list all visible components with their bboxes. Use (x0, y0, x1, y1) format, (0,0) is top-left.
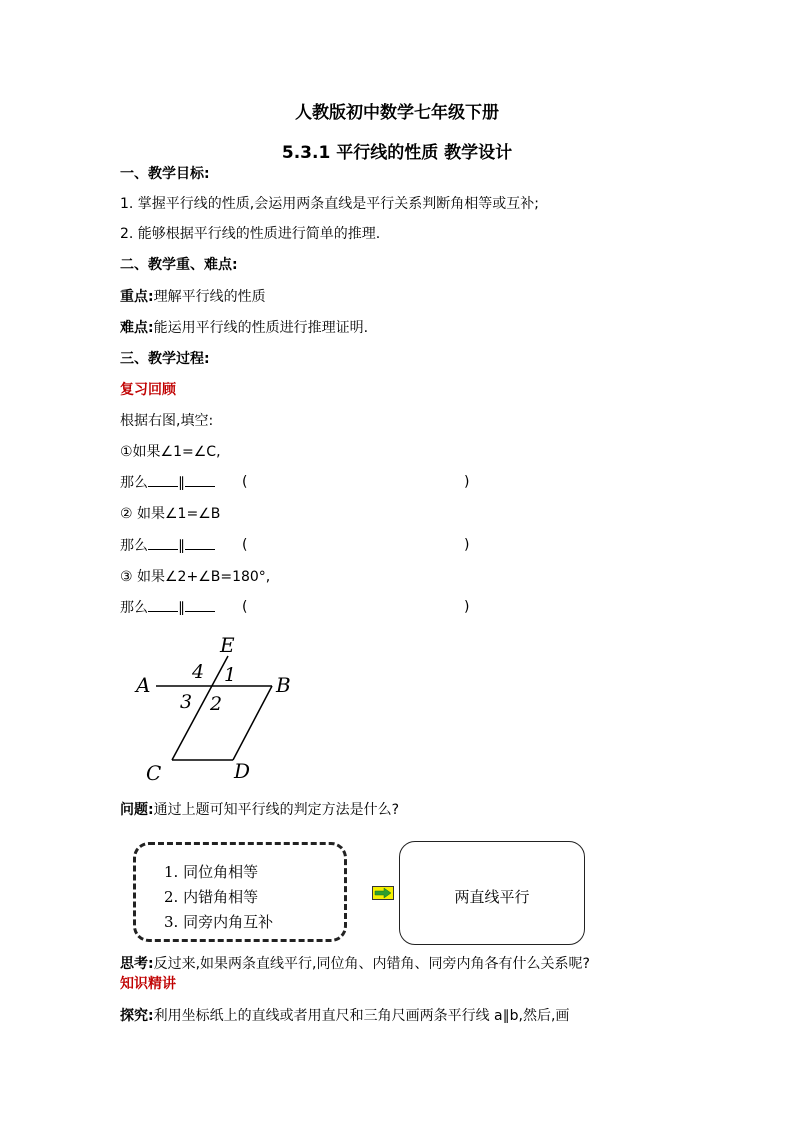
review-intro: 根据右图,填空: (120, 413, 214, 429)
right-arrow-icon (372, 886, 394, 900)
parallel-symbol: ∥ (178, 475, 185, 491)
review-q3: ③ 如果∠2+∠B=180°, (120, 569, 271, 585)
criteria-item-3: 3. 同旁内角互补 (164, 913, 274, 931)
question (120, 801, 399, 819)
criteria-item-1: 1. 同位角相等 (164, 863, 259, 881)
label-b: B (276, 673, 291, 697)
paren-open: ( (242, 537, 248, 553)
label-c: C (146, 761, 162, 785)
document-subtitle: 5.3.1 平行线的性质 教学设计 (281, 143, 513, 163)
angle-2: 2 (210, 693, 223, 715)
criteria-item-2: 2. 内错角相等 (164, 888, 259, 906)
then-prefix: 那么 (120, 475, 148, 491)
question-text: 通过上题可知平行线的判定方法是什么? (153, 802, 400, 818)
paren-close: ) (464, 599, 470, 615)
paren-close: ) (464, 537, 470, 553)
parallel-symbol: ∥ (178, 538, 185, 554)
knowledge-heading: 知识精讲 (120, 976, 176, 992)
label-d: D (234, 759, 251, 783)
criteria-box (133, 842, 347, 942)
question-label: 问题: (120, 802, 154, 818)
line-bd (233, 686, 272, 760)
angle-3: 3 (180, 691, 193, 713)
key-label: 重点: (120, 289, 154, 305)
think (120, 955, 590, 973)
key-text: 理解平行线的性质 (153, 289, 266, 305)
explore-label: 探究: (120, 1008, 154, 1024)
review-q1: ①如果∠1=∠C, (120, 444, 221, 460)
think-text: 反过来,如果两条直线平行,同位角、内错角、同旁内角各有什么关系呢? (153, 956, 590, 972)
review-q2: ② 如果∠1=∠B (120, 506, 221, 522)
label-e: E (220, 633, 235, 657)
goal-1: 1. 掌握平行线的性质,会运用两条直线是平行关系判断角相等或互补; (120, 196, 539, 212)
angle-1: 1 (224, 664, 237, 686)
hard-label: 难点: (120, 320, 154, 336)
goal-2: 2. 能够根据平行线的性质进行简单的推理. (120, 226, 381, 242)
explore (120, 1007, 569, 1025)
paren-open: ( (242, 474, 248, 490)
parallel-symbol: ∥ (178, 600, 185, 616)
process-heading: 三、教学过程: (120, 351, 210, 367)
think-label: 思考: (120, 956, 154, 972)
then-prefix: 那么 (120, 600, 148, 616)
document-title: 人教版初中数学七年级下册 (295, 103, 499, 123)
angle-4: 4 (192, 661, 205, 683)
result-label: 两直线平行 (454, 888, 530, 906)
paren-open: ( (242, 599, 248, 615)
goals-heading: 一、教学目标: (120, 166, 210, 182)
hard-text: 能运用平行线的性质进行推理证明. (153, 320, 369, 336)
then-prefix: 那么 (120, 538, 148, 554)
review-heading: 复习回顾 (120, 382, 176, 398)
key-heading: 二、教学重、难点: (120, 257, 238, 273)
result-box (399, 841, 585, 945)
label-a: A (136, 673, 151, 697)
explore-text: 利用坐标纸上的直线或者用直尺和三角尺画两条平行线 a∥b,然后,画 (153, 1008, 570, 1024)
paren-close: ) (464, 474, 470, 490)
